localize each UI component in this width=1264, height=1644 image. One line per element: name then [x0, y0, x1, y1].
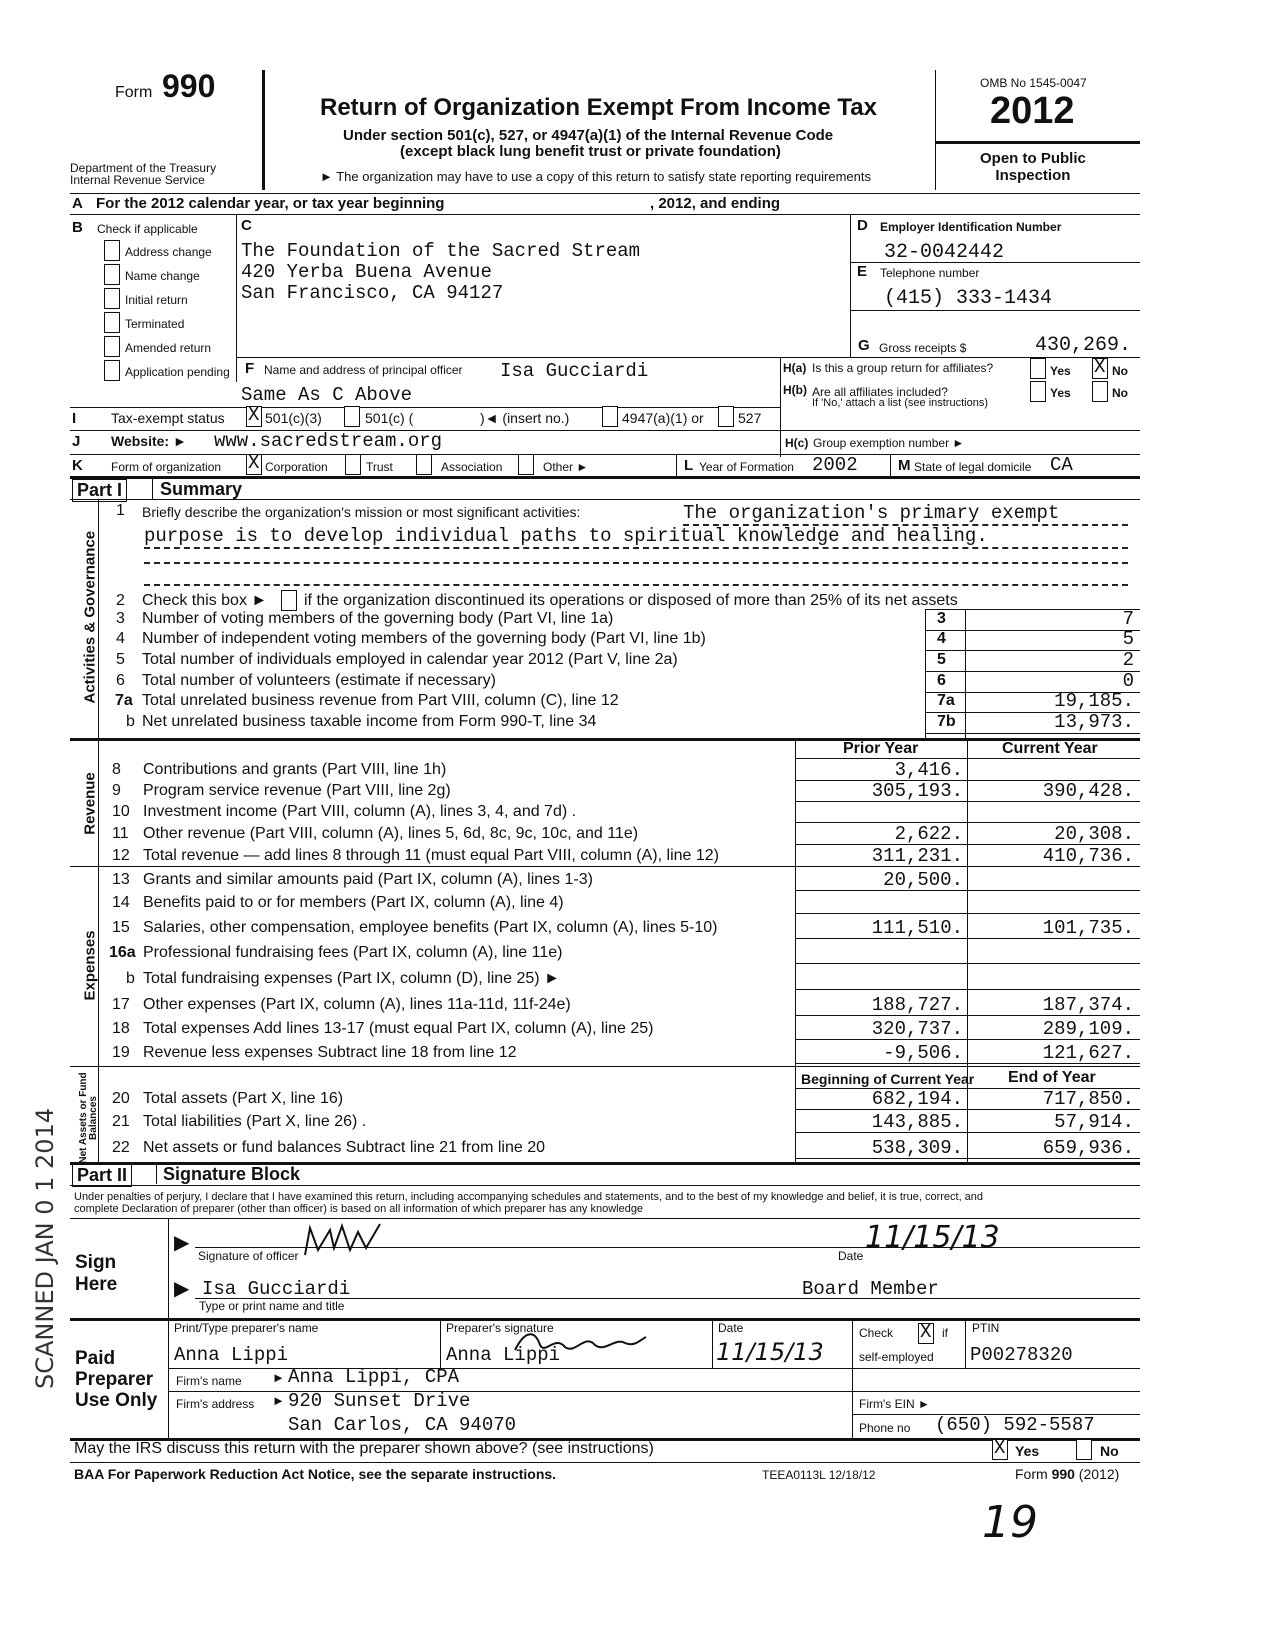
- department: Department of the Treasury Internal Revenue Service: [70, 161, 217, 187]
- footer-baa: BAA For Paperwork Reduction Act Notice, see the separate instructions.: [74, 1466, 557, 1482]
- expense-prior-value: 188,727.: [871, 994, 963, 1016]
- gov-line-number: b: [126, 713, 135, 730]
- ein-title: Employer Identification Number: [880, 220, 1062, 234]
- expense-line-number: 16a: [109, 944, 136, 961]
- gov-line-number: 7a: [115, 692, 133, 709]
- principal-officer-title: Name and address of principal officer: [264, 363, 463, 377]
- net-assets-line-number: 21: [112, 1113, 130, 1130]
- revenue-current-value: 410,736.: [1042, 845, 1134, 867]
- expense-prior-value: 111,510.: [871, 917, 963, 939]
- org-name: The Foundation of the Sacred Stream: [241, 240, 641, 262]
- gov-line-text: Total number of individuals employed in calendar year 2012 (Part V, line 2a): [142, 651, 678, 668]
- mission-line-2: purpose is to develop individual paths to spiritual knowledge and healing.: [144, 525, 1128, 549]
- line1-num: 1: [116, 502, 125, 519]
- line-i-label: I: [72, 410, 77, 427]
- application-pending-label: Application pending: [125, 365, 230, 379]
- hc-label: H(c): [785, 436, 809, 450]
- amended-return-label: Amended return: [125, 341, 212, 355]
- expense-prior-value: -9,506.: [883, 1042, 963, 1064]
- principal-officer-name: Isa Gucciardi: [500, 360, 649, 382]
- net-assets-end-value: 57,914.: [1054, 1111, 1134, 1133]
- ha-yes-checkbox[interactable]: [1030, 358, 1046, 379]
- firm-address-arrow-icon: ►: [272, 1393, 285, 1408]
- address-change-checkbox[interactable]: [104, 240, 120, 261]
- expense-current-value: 187,374.: [1042, 994, 1134, 1016]
- sig-date-label: Date: [838, 1249, 864, 1263]
- gov-line-number: 6: [116, 672, 125, 689]
- other-checkbox[interactable]: [518, 454, 534, 475]
- form-of-org-title: Form of organization: [111, 460, 222, 474]
- net-assets-begin-value: 538,309.: [871, 1137, 963, 1159]
- preparer-signature: [510, 1325, 650, 1360]
- officer-signature-label: Signature of officer: [198, 1249, 299, 1263]
- line-j-label: J: [72, 433, 81, 450]
- revenue-line-number: 8: [112, 761, 121, 778]
- telephone-title: Telephone number: [880, 266, 980, 280]
- revenue-line-text: Program service revenue (Part VIII, line 2g): [143, 782, 451, 799]
- website-title: Website: ►: [111, 433, 187, 449]
- name-arrow-icon: ▶: [174, 1278, 190, 1300]
- tax-exempt-title: Tax-exempt status: [111, 410, 225, 426]
- preparer-date: 11/15/13: [716, 1338, 824, 1366]
- omb-number: OMB No 1545-0047: [980, 76, 1087, 90]
- form-title: Return of Organization Exempt From Income Tax: [320, 94, 877, 121]
- address-change-label: Address change: [125, 245, 212, 259]
- expense-line-text: Professional fundraising fees (Part IX, column (A), line 11e): [143, 944, 563, 961]
- tax-year: 2012: [990, 90, 1075, 132]
- box-b-label: B: [72, 219, 83, 236]
- preparer-sig-label: Preparer's signature: [446, 1321, 554, 1335]
- part1-title: Summary: [160, 479, 243, 499]
- gov-line-value: 7: [1122, 608, 1134, 630]
- initial-return-label: Initial return: [125, 293, 188, 307]
- penalty-line-1: Under penalties of perjury, I declare that I have examined this return, including accompanying schedules and statements, and to the best of my knowledge and belief, it is true, correct, and: [74, 1191, 984, 1203]
- corporation-label: Corporation: [265, 460, 328, 474]
- net-assets-line-text: Total assets (Part X, line 16): [143, 1090, 344, 1107]
- 501c-checkbox[interactable]: [344, 406, 360, 427]
- line-k-label: K: [72, 457, 83, 474]
- revenue-line-number: 11: [112, 825, 129, 842]
- 527-label: 527: [738, 410, 762, 426]
- side-revenue: Revenue: [81, 772, 99, 835]
- expense-line-number: 14: [112, 894, 130, 911]
- scanned-stamp: SCANNED JAN 0 1 2014: [31, 1107, 59, 1389]
- firm-address-label: Firm's address: [176, 1397, 255, 1411]
- gov-line-text: Number of voting members of the governing body (Part VI, line 1a): [142, 610, 614, 627]
- firm-ein-label: Firm's EIN ►: [859, 1397, 930, 1411]
- line2-text-b: if the organization discontinued its operations or disposed of more than 25% of its net assets: [304, 592, 958, 609]
- gov-line-box: 6: [937, 672, 946, 689]
- col-prior-year: Prior Year: [843, 740, 919, 757]
- hb-yes-label: Yes: [1050, 386, 1071, 400]
- officer-sig-date: 11/15/13: [865, 1220, 1000, 1255]
- discuss-text: May the IRS discuss this return with the preparer shown above? (see instructions): [74, 1440, 654, 1457]
- expense-current-value: 121,627.: [1042, 1042, 1134, 1064]
- gov-line-value: 5: [1122, 628, 1134, 650]
- ein-value: 32-0042442: [884, 241, 1005, 264]
- gov-line-number: 3: [116, 610, 125, 627]
- hb-no-checkbox[interactable]: [1092, 381, 1108, 402]
- gov-line-value: 19,185.: [1054, 690, 1134, 712]
- revenue-current-value: 390,428.: [1042, 780, 1134, 802]
- footer-form: Form 990 (2012): [1015, 1466, 1120, 1482]
- net-assets-begin-value: 682,194.: [871, 1088, 963, 1110]
- gov-line-text: Total unrelated business revenue from Part VIII, column (C), line 12: [142, 692, 619, 709]
- box-d-label: D: [857, 217, 868, 234]
- revenue-prior-value: 311,231.: [871, 845, 963, 867]
- preparer-date-label: Date: [718, 1321, 744, 1335]
- ha-no-label: No: [1112, 364, 1128, 378]
- gov-line-box: 7b: [937, 713, 956, 730]
- phone-value: (650) 592-5587: [935, 1414, 1095, 1436]
- revenue-current-value: 20,308.: [1054, 823, 1134, 845]
- discuss-yes-label: Yes: [1015, 1443, 1040, 1459]
- gov-line-value: 13,973.: [1054, 711, 1134, 733]
- sign-arrow-icon: ▶: [174, 1232, 190, 1254]
- firm-name: Anna Lippi, CPA: [288, 1366, 460, 1388]
- hb-text: Are all affiliates included?: [812, 385, 948, 399]
- line-m-label: M: [898, 457, 911, 474]
- hb-no-label: No: [1112, 386, 1128, 400]
- col-current-year: Current Year: [1002, 740, 1098, 757]
- name-change-checkbox[interactable]: [104, 264, 120, 285]
- expense-line-text: Total expenses Add lines 13-17 (must equal Part IX, column (A), line 25): [143, 1020, 654, 1037]
- line2-num: 2: [116, 592, 125, 609]
- year-formation-value: 2002: [812, 454, 858, 476]
- hc-text: Group exemption number ►: [813, 436, 965, 450]
- check-if-label: if: [942, 1326, 948, 1340]
- self-employed-label: self-employed: [859, 1350, 934, 1364]
- state-domicile-value: CA: [1050, 454, 1073, 476]
- col-beginning: Beginning of Current Year: [801, 1071, 975, 1087]
- revenue-prior-value: 3,416.: [894, 759, 963, 781]
- paid-preparer: Paid Preparer Use Only: [75, 1348, 158, 1411]
- 4947-checkbox[interactable]: [602, 406, 618, 427]
- firm-address-1: 920 Sunset Drive: [288, 1390, 471, 1412]
- gross-receipts-value: 430,269.: [1035, 334, 1132, 357]
- gov-line-value: 0: [1122, 670, 1134, 692]
- org-street: 420 Yerba Buena Avenue: [241, 261, 492, 283]
- box-b-title: Check if applicable: [97, 222, 198, 236]
- box-e-label: E: [857, 263, 868, 280]
- check-label: Check: [859, 1326, 894, 1340]
- expense-line-text: Other expenses (Part IX, column (A), lines 11a-11d, 11f-24e): [143, 996, 571, 1013]
- gov-line-text: Number of independent voting members of the governing body (Part VI, line 1b): [142, 630, 706, 647]
- ptin-label: PTIN: [972, 1321, 1000, 1335]
- part1-tag: Part I: [72, 479, 127, 502]
- revenue-line-number: 10: [112, 803, 130, 820]
- gov-line-value: 2: [1122, 649, 1134, 671]
- revenue-prior-value: 2,622.: [894, 823, 963, 845]
- gov-line-text: Total number of volunteers (estimate if necessary): [142, 672, 496, 689]
- box-c-label: C: [241, 217, 252, 234]
- officer-signature: [300, 1220, 390, 1260]
- name-change-label: Name change: [125, 269, 200, 283]
- expense-line-text: Salaries, other compensation, employee benefits (Part IX, column (A), lines 5-10): [143, 919, 718, 936]
- revenue-line-text: Total revenue — add lines 8 through 11 (must equal Part VIII, column (A), line 12): [143, 847, 719, 864]
- net-assets-end-value: 717,850.: [1042, 1088, 1134, 1110]
- preparer-print-name: Anna Lippi: [174, 1344, 289, 1366]
- sign-here: Sign Here: [75, 1252, 118, 1295]
- 501c-insert: )◄ (insert no.): [480, 410, 570, 426]
- ha-yes-label: Yes: [1050, 364, 1071, 378]
- line2-checkbox[interactable]: [281, 590, 297, 611]
- principal-officer-address: Same As C Above: [241, 384, 413, 406]
- expense-current-value: 101,735.: [1042, 917, 1134, 939]
- officer-title: Board Member: [802, 1278, 939, 1300]
- ptin-value: P00278320: [970, 1344, 1073, 1366]
- expense-line-number: 15: [112, 919, 130, 936]
- gov-line-box: 3: [937, 610, 946, 627]
- ha-no-check: X: [1094, 356, 1106, 378]
- ha-text: Is this a group return for affiliates?: [812, 361, 994, 375]
- association-checkbox[interactable]: [416, 454, 432, 475]
- gov-line-text: Net unrelated business taxable income from Form 990-T, line 34: [142, 713, 597, 730]
- expense-line-number: 18: [112, 1020, 130, 1037]
- 501c-label: 501(c) (: [365, 410, 414, 426]
- application-pending-checkbox[interactable]: [104, 360, 120, 381]
- expense-line-number: 13: [112, 871, 130, 888]
- line1-text: Briefly describe the organization's mission or most significant activities:: [142, 504, 581, 520]
- other-label: Other ►: [543, 460, 589, 474]
- net-assets-line-number: 22: [112, 1139, 130, 1156]
- hb-note: If 'No,' attach a list (see instructions): [812, 397, 988, 409]
- amended-return-checkbox[interactable]: [104, 336, 120, 357]
- footer-code: TEEA0113L 12/18/12: [762, 1468, 876, 1482]
- expense-line-text: Total fundraising expenses (Part IX, column (D), line 25) ►: [143, 970, 560, 987]
- initial-return-checkbox[interactable]: [104, 288, 120, 309]
- 501c3-label: 501(c)(3): [265, 410, 322, 426]
- net-assets-begin-value: 143,885.: [871, 1111, 963, 1133]
- revenue-line-number: 12: [112, 847, 130, 864]
- terminated-checkbox[interactable]: [104, 312, 120, 333]
- preparer-sig-name: Anna Lippi: [446, 1344, 561, 1366]
- form-subtitle-1: Under section 501(c), 527, or 4947(a)(1) of the Internal Revenue Code: [343, 127, 834, 144]
- revenue-prior-value: 305,193.: [871, 780, 963, 802]
- state-domicile-title: State of legal domicile: [914, 460, 1032, 474]
- trust-checkbox[interactable]: [345, 454, 361, 475]
- firm-name-label: Firm's name: [176, 1374, 242, 1388]
- firm-address-2: San Carlos, CA 94070: [288, 1414, 517, 1436]
- gov-line-box: 5: [937, 651, 946, 668]
- net-assets-line-text: Net assets or fund balances Subtract line 21 from line 20: [143, 1139, 545, 1156]
- net-assets-line-text: Total liabilities (Part X, line 26) .: [143, 1113, 367, 1130]
- handwritten-page-number: 19: [982, 1497, 1038, 1548]
- revenue-line-text: Other revenue (Part VIII, column (A), lines 5, 6d, 8c, 9c, 10c, and 11e): [143, 825, 639, 842]
- discuss-no-label: No: [1100, 1443, 1119, 1459]
- expense-line-number: b: [126, 970, 135, 987]
- gov-line-box: 7a: [937, 692, 955, 709]
- side-activities-governance: Activities & Governance: [81, 530, 99, 704]
- gov-line-number: 4: [116, 630, 125, 647]
- expense-line-number: 17: [112, 996, 130, 1013]
- open-to-public: Open to Public Inspection: [980, 150, 1086, 184]
- part2-tag: Part II: [72, 1164, 132, 1187]
- terminated-label: Terminated: [125, 317, 185, 331]
- line-l-label: L: [684, 457, 694, 474]
- expense-line-text: Revenue less expenses Subtract line 18 from line 12: [143, 1044, 517, 1061]
- officer-name: Isa Gucciardi: [202, 1278, 351, 1300]
- 4947-label: 4947(a)(1) or: [622, 410, 704, 426]
- phone-label: Phone no: [859, 1421, 911, 1435]
- box-f-label: F: [245, 360, 255, 377]
- website-value: www.sacredstream.org: [214, 430, 443, 452]
- org-city: San Francisco, CA 94127: [241, 282, 504, 304]
- corporation-check: X: [248, 452, 260, 474]
- form-subtitle-2: (except black lung benefit trust or private foundation): [400, 143, 781, 160]
- 527-checkbox[interactable]: [718, 406, 734, 427]
- revenue-line-number: 9: [112, 782, 121, 799]
- expense-line-text: Grants and similar amounts paid (Part IX, column (A), lines 1-3): [143, 871, 593, 888]
- expense-line-number: 19: [112, 1044, 130, 1061]
- self-employed-check: X: [920, 1321, 932, 1343]
- side-expenses: Expenses: [81, 930, 99, 1001]
- hb-yes-checkbox[interactable]: [1030, 381, 1046, 402]
- side-net-assets: Net Assets or Fund Balances: [78, 1072, 99, 1164]
- expense-current-value: 289,109.: [1042, 1018, 1134, 1040]
- expense-line-text: Benefits paid to or for members (Part IX, column (A), line 4): [143, 894, 564, 911]
- discuss-no-checkbox[interactable]: [1076, 1439, 1092, 1460]
- gross-receipts-title: Gross receipts $: [879, 341, 967, 355]
- association-label: Association: [441, 460, 503, 474]
- gov-line-number: 5: [116, 651, 125, 668]
- line-a-ending: , 2012, and ending: [650, 195, 781, 212]
- form-number: 990: [162, 68, 216, 104]
- net-assets-line-number: 20: [112, 1090, 130, 1107]
- revenue-line-text: Investment income (Part VIII, column (A), lines 3, 4, and 7d) .: [143, 803, 577, 820]
- preparer-print-label: Print/Type preparer's name: [174, 1321, 319, 1335]
- line-a-text: For the 2012 calendar year, or tax year beginning: [96, 195, 445, 212]
- mission-line-1: The organization's primary exempt: [683, 502, 1128, 526]
- revenue-line-text: Contributions and grants (Part VIII, line 1h): [143, 761, 447, 778]
- form-label: Form: [115, 84, 153, 101]
- ha-label: H(a): [783, 361, 807, 375]
- part2-title: Signature Block: [163, 1164, 301, 1184]
- trust-label: Trust: [366, 460, 393, 474]
- form-subtitle-3: ► The organization may have to use a copy of this return to satisfy state reporting requirements: [320, 169, 871, 184]
- net-assets-end-value: 659,936.: [1042, 1137, 1134, 1159]
- line2-text-a: Check this box ►: [142, 592, 268, 609]
- firm-name-arrow-icon: ►: [272, 1370, 285, 1385]
- penalty-line-2: complete Declaration of preparer (other than officer) is based on all information of which preparer has any knowledge: [74, 1203, 644, 1215]
- gov-line-box: 4: [937, 630, 946, 647]
- telephone-value: (415) 333-1434: [884, 287, 1053, 310]
- expense-prior-value: 320,737.: [871, 1018, 963, 1040]
- discuss-yes-check: X: [994, 1437, 1006, 1459]
- expense-prior-value: 20,500.: [883, 869, 963, 891]
- col-end-of-year: End of Year: [1008, 1069, 1096, 1086]
- officer-name-label: Type or print name and title: [199, 1299, 345, 1313]
- 501c3-check: X: [248, 404, 260, 426]
- box-g-label: G: [858, 337, 870, 354]
- line-a-label: A: [72, 195, 83, 212]
- year-formation-title: Year of Formation: [699, 460, 794, 474]
- hb-label: H(b): [783, 383, 807, 397]
